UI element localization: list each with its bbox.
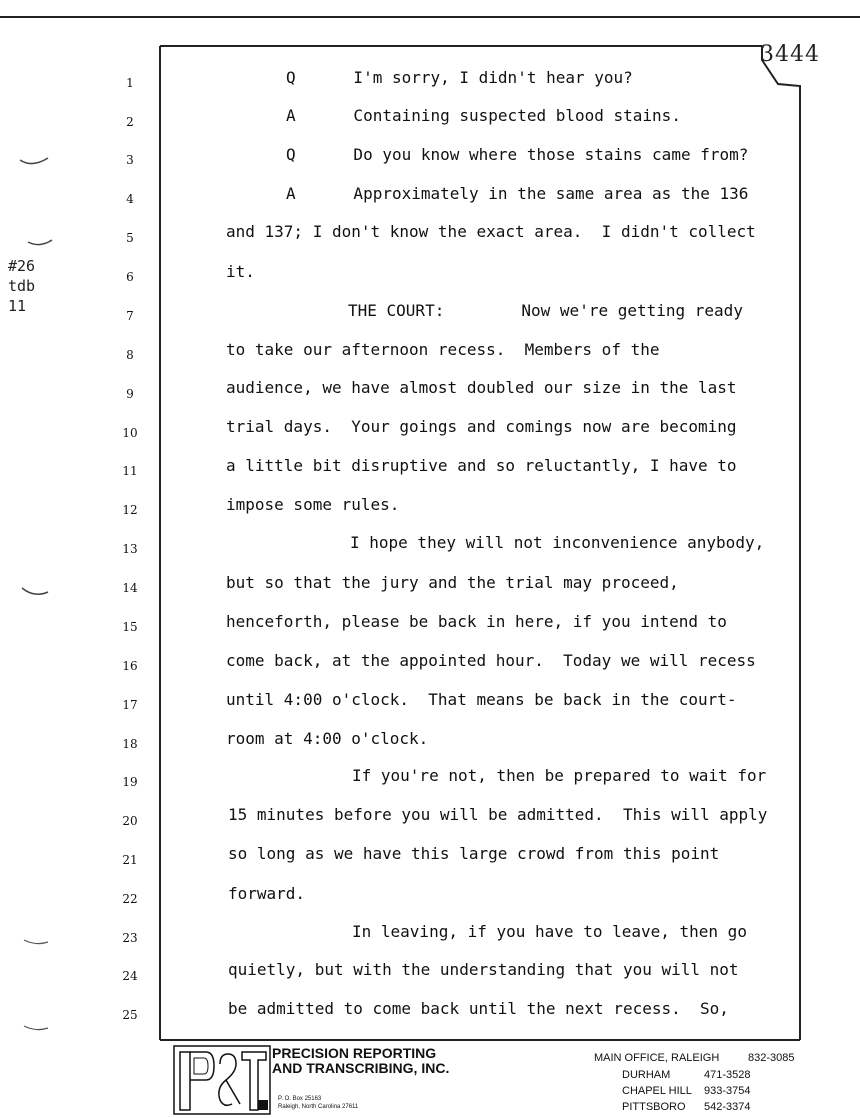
line-number: 4 [126,192,134,206]
transcript-line: A Containing suspected blood stains. [286,106,681,125]
transcript-line: If you're not, then be prepared to wait for [352,766,767,785]
line-number: 9 [126,387,134,401]
line-number: 22 [122,892,138,906]
line-number: 16 [122,659,138,673]
transcript-line: Q I'm sorry, I didn't hear you? [286,68,633,87]
line-number: 24 [122,969,138,983]
office-name: CHAPEL HILL [622,1085,692,1097]
transcript-line: come back, at the appointed hour. Today we will recess [226,651,756,670]
line-number: 25 [122,1008,138,1022]
office-name: PITTSBORO [622,1101,686,1113]
line-number: 5 [126,231,134,245]
transcript-line: quietly, but with the understanding that you will not [228,960,739,979]
transcript-line: until 4:00 o'clock. That means be back in the court- [226,690,737,709]
line-number: 17 [122,698,138,712]
transcript-line: 15 minutes before you will be admitted. This will apply [228,805,768,824]
line-number: 15 [122,620,138,634]
office-name: DURHAM [622,1069,671,1081]
transcript-line: so long as we have this large crowd from this point [228,844,720,863]
transcript-line: Q Do you know where those stains came from? [286,145,749,164]
line-number: 12 [122,503,138,517]
margin-note: 11 [8,297,27,315]
transcript-line: trial days. Your goings and comings now are becoming [226,417,737,436]
line-number: 7 [126,309,134,323]
margin-note: #26 [8,257,36,275]
line-number: 1 [126,76,134,90]
transcript-line: THE COURT: Now we're getting ready [348,301,743,320]
line-number: 14 [122,581,138,595]
line-number: 13 [122,542,138,556]
office-phone: 471-3528 [704,1069,751,1081]
company-address-line1: P. O. Box 25163 [278,1096,322,1102]
transcript-line: but so that the jury and the trial may proceed, [226,573,679,592]
transcript-line: room at 4:00 o'clock. [226,729,429,748]
page-number: 3444 [760,42,820,67]
transcript-line: a little bit disruptive and so reluctantly, I have to [226,456,737,475]
margin-note: tdb [8,277,36,295]
office-phone: 933-3754 [704,1085,751,1097]
transcript-line: to take our afternoon recess. Members of the [226,340,660,359]
transcript-line: it. [226,262,255,281]
line-number: 8 [126,348,134,362]
company-name-line2: AND TRANSCRIBING, INC. [272,1060,450,1076]
line-number: 6 [126,270,134,284]
transcript-line: audience, we have almost doubled our size in the last [226,378,737,397]
transcript-line: impose some rules. [226,495,400,514]
line-number: 2 [126,115,134,129]
line-number: 3 [126,153,134,167]
company-address-line2: Raleigh, North Carolina 27611 [278,1104,359,1110]
transcript-line: be admitted to come back until the next recess. So, [228,999,729,1018]
transcript-line: I hope they will not inconvenience anybody, [350,533,765,552]
office-phone: 832-3085 [748,1052,795,1064]
line-number: 10 [122,426,138,440]
line-number: 21 [122,853,138,867]
transcript-line: and 137; I don't know the exact area. I didn't collect [226,222,756,241]
transcript-line: A Approximately in the same area as the 136 [286,184,749,203]
line-number: 23 [122,931,138,945]
transcript-line: henceforth, please be back in here, if you intend to [226,612,727,631]
line-number: 19 [122,775,138,789]
company-logo [172,1044,272,1116]
line-number: 20 [122,814,138,828]
company-name-line1: PRECISION REPORTING [272,1045,437,1061]
office-name: MAIN OFFICE, RALEIGH [594,1052,720,1064]
transcript-line: In leaving, if you have to leave, then go [352,922,747,941]
line-number: 18 [122,737,138,751]
line-number: 11 [122,464,138,478]
office-phone: 542-3374 [704,1101,751,1113]
transcript-line: forward. [228,884,306,903]
